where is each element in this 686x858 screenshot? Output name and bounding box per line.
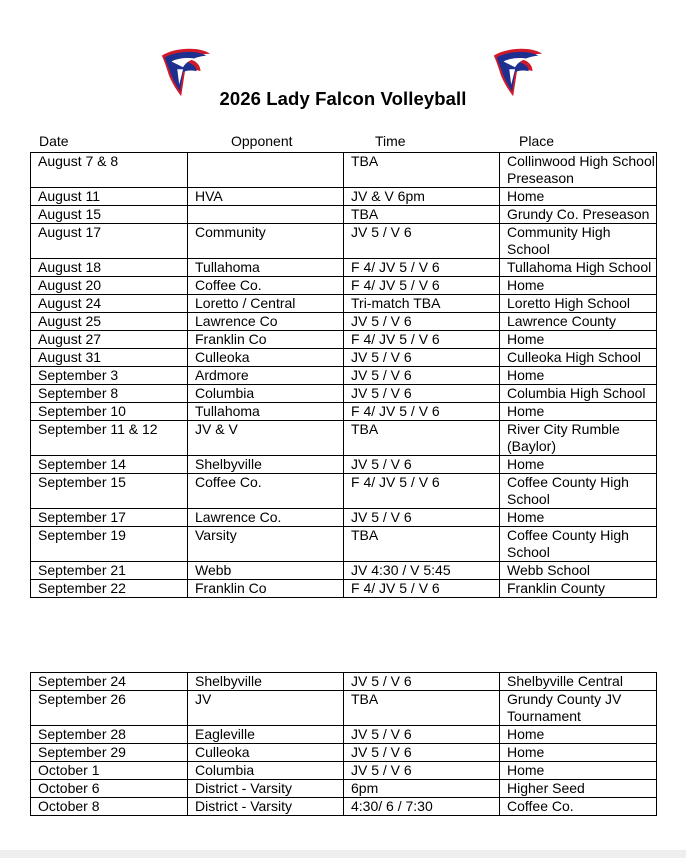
cell-time: TBA	[344, 421, 500, 456]
cell-date: August 17	[31, 224, 188, 259]
cell-time: F 4/ JV 5 / V 6	[344, 277, 500, 295]
cell-place: Home	[500, 726, 657, 744]
table-row	[31, 726, 657, 744]
cell-opponent: Columbia	[188, 762, 344, 780]
cell-date: September 8	[31, 385, 188, 403]
cell-time: JV 5 / V 6	[344, 673, 500, 691]
cell-place: Lawrence County	[500, 313, 657, 331]
cell-date: August 7 & 8	[31, 153, 188, 188]
cell-place: Community High School	[500, 224, 657, 259]
cell-place: Shelbyville Central	[500, 673, 657, 691]
page-title: 2026 Lady Falcon Volleyball	[219, 88, 467, 109]
header-date: Date	[39, 133, 69, 149]
header-time: Time	[375, 133, 406, 149]
cell-date: September 14	[31, 456, 188, 474]
cell-opponent: District - Varsity	[188, 780, 344, 798]
cell-place: Home	[500, 456, 657, 474]
cell-place: Coffee County High School	[500, 527, 657, 562]
table-row	[31, 331, 657, 349]
cell-time: Tri-match TBA	[344, 295, 500, 313]
cell-date: October 1	[31, 762, 188, 780]
cell-opponent	[188, 206, 344, 224]
table-row	[31, 509, 657, 527]
cell-time: F 4/ JV 5 / V 6	[344, 331, 500, 349]
cell-date: August 18	[31, 259, 188, 277]
cell-place: Grundy Co. Preseason	[500, 206, 657, 224]
cell-time: JV 4:30 / V 5:45	[344, 562, 500, 580]
cell-time: F 4/ JV 5 / V 6	[344, 259, 500, 277]
page-bottom-edge	[0, 850, 686, 858]
schedule-table-1	[30, 152, 657, 598]
table-row	[31, 349, 657, 367]
cell-opponent: Tullahoma	[188, 403, 344, 421]
cell-place: Home	[500, 403, 657, 421]
cell-time: JV & V 6pm	[344, 188, 500, 206]
cell-time: JV 5 / V 6	[344, 456, 500, 474]
table-row	[31, 295, 657, 313]
cell-date: September 11 & 12	[31, 421, 188, 456]
cell-place: Franklin County	[500, 580, 657, 598]
cell-time: F 4/ JV 5 / V 6	[344, 403, 500, 421]
cell-date: August 25	[31, 313, 188, 331]
cell-date: September 28	[31, 726, 188, 744]
schedule-table-2	[30, 672, 657, 816]
cell-date: October 8	[31, 798, 188, 816]
table-row	[31, 313, 657, 331]
table-row	[31, 673, 657, 691]
cell-date: September 19	[31, 527, 188, 562]
table-row	[31, 562, 657, 580]
cell-place: Coffee Co.	[500, 798, 657, 816]
cell-opponent: Tullahoma	[188, 259, 344, 277]
cell-date: September 3	[31, 367, 188, 385]
table-row	[31, 762, 657, 780]
cell-place: Columbia High School	[500, 385, 657, 403]
cell-opponent: HVA	[188, 188, 344, 206]
cell-date: October 6	[31, 780, 188, 798]
table-row	[31, 403, 657, 421]
cell-opponent: Franklin Co	[188, 580, 344, 598]
cell-time: TBA	[344, 206, 500, 224]
cell-time: TBA	[344, 153, 500, 188]
cell-date: September 10	[31, 403, 188, 421]
cell-date: September 29	[31, 744, 188, 762]
cell-time: 4:30/ 6 / 7:30	[344, 798, 500, 816]
cell-place: Home	[500, 762, 657, 780]
table-row	[31, 277, 657, 295]
table-row	[31, 527, 657, 562]
cell-time: JV 5 / V 6	[344, 726, 500, 744]
cell-place: Coffee County High School	[500, 474, 657, 509]
cell-opponent: Columbia	[188, 385, 344, 403]
cell-opponent: Lawrence Co	[188, 313, 344, 331]
cell-place: Home	[500, 367, 657, 385]
cell-date: August 31	[31, 349, 188, 367]
cell-place: Culleoka High School	[500, 349, 657, 367]
cell-opponent: Lawrence Co.	[188, 509, 344, 527]
cell-place: Loretto High School	[500, 295, 657, 313]
cell-date: September 22	[31, 580, 188, 598]
table-row	[31, 259, 657, 277]
table-row	[31, 188, 657, 206]
cell-time: F 4/ JV 5 / V 6	[344, 580, 500, 598]
cell-time: F 4/ JV 5 / V 6	[344, 474, 500, 509]
cell-date: August 20	[31, 277, 188, 295]
cell-opponent: District - Varsity	[188, 798, 344, 816]
cell-date: September 21	[31, 562, 188, 580]
cell-opponent: Culleoka	[188, 744, 344, 762]
cell-opponent: JV	[188, 691, 344, 726]
cell-date: September 17	[31, 509, 188, 527]
header-opponent: Opponent	[231, 133, 293, 149]
cell-place: Home	[500, 331, 657, 349]
cell-place: Tullahoma High School	[500, 259, 657, 277]
cell-opponent: Community	[188, 224, 344, 259]
cell-date: August 24	[31, 295, 188, 313]
table-row	[31, 691, 657, 726]
cell-opponent: Webb	[188, 562, 344, 580]
cell-date: August 11	[31, 188, 188, 206]
cell-opponent: Eagleville	[188, 726, 344, 744]
cell-place: Collinwood High School Preseason	[500, 153, 657, 188]
header-place: Place	[519, 133, 555, 149]
cell-time: JV 5 / V 6	[344, 744, 500, 762]
table-row	[31, 474, 657, 509]
cell-opponent: Ardmore	[188, 367, 344, 385]
cell-place: Webb School	[500, 562, 657, 580]
cell-opponent: Franklin Co	[188, 331, 344, 349]
cell-opponent: Varsity	[188, 527, 344, 562]
table-row	[31, 367, 657, 385]
cell-time: JV 5 / V 6	[344, 762, 500, 780]
table-row	[31, 206, 657, 224]
cell-date: August 27	[31, 331, 188, 349]
cell-opponent: Shelbyville	[188, 456, 344, 474]
cell-place: Higher Seed	[500, 780, 657, 798]
cell-date: September 15	[31, 474, 188, 509]
cell-time: JV 5 / V 6	[344, 385, 500, 403]
cell-time: JV 5 / V 6	[344, 367, 500, 385]
cell-opponent: Shelbyville	[188, 673, 344, 691]
table-row	[31, 421, 657, 456]
table-row	[31, 224, 657, 259]
cell-time: 6pm	[344, 780, 500, 798]
cell-place: Grundy County JV Tournament	[500, 691, 657, 726]
table-row	[31, 580, 657, 598]
table-row	[31, 385, 657, 403]
cell-date: August 15	[31, 206, 188, 224]
cell-time: JV 5 / V 6	[344, 349, 500, 367]
cell-opponent: JV & V	[188, 421, 344, 456]
cell-time: TBA	[344, 691, 500, 726]
table-row	[31, 744, 657, 762]
cell-place: Home	[500, 188, 657, 206]
cell-date: September 24	[31, 673, 188, 691]
cell-place: River City Rumble (Baylor)	[500, 421, 657, 456]
table-row	[31, 798, 657, 816]
column-headers	[0, 133, 686, 151]
cell-opponent: Culleoka	[188, 349, 344, 367]
cell-place: Home	[500, 277, 657, 295]
cell-place: Home	[500, 744, 657, 762]
table-row	[31, 780, 657, 798]
cell-opponent: Loretto / Central	[188, 295, 344, 313]
cell-time: TBA	[344, 527, 500, 562]
cell-time: JV 5 / V 6	[344, 313, 500, 331]
cell-opponent: Coffee Co.	[188, 474, 344, 509]
cell-time: JV 5 / V 6	[344, 224, 500, 259]
cell-date: September 26	[31, 691, 188, 726]
cell-opponent	[188, 153, 344, 188]
cell-time: JV 5 / V 6	[344, 509, 500, 527]
table-row	[31, 456, 657, 474]
cell-place: Home	[500, 509, 657, 527]
table-row	[31, 153, 657, 188]
cell-opponent: Coffee Co.	[188, 277, 344, 295]
